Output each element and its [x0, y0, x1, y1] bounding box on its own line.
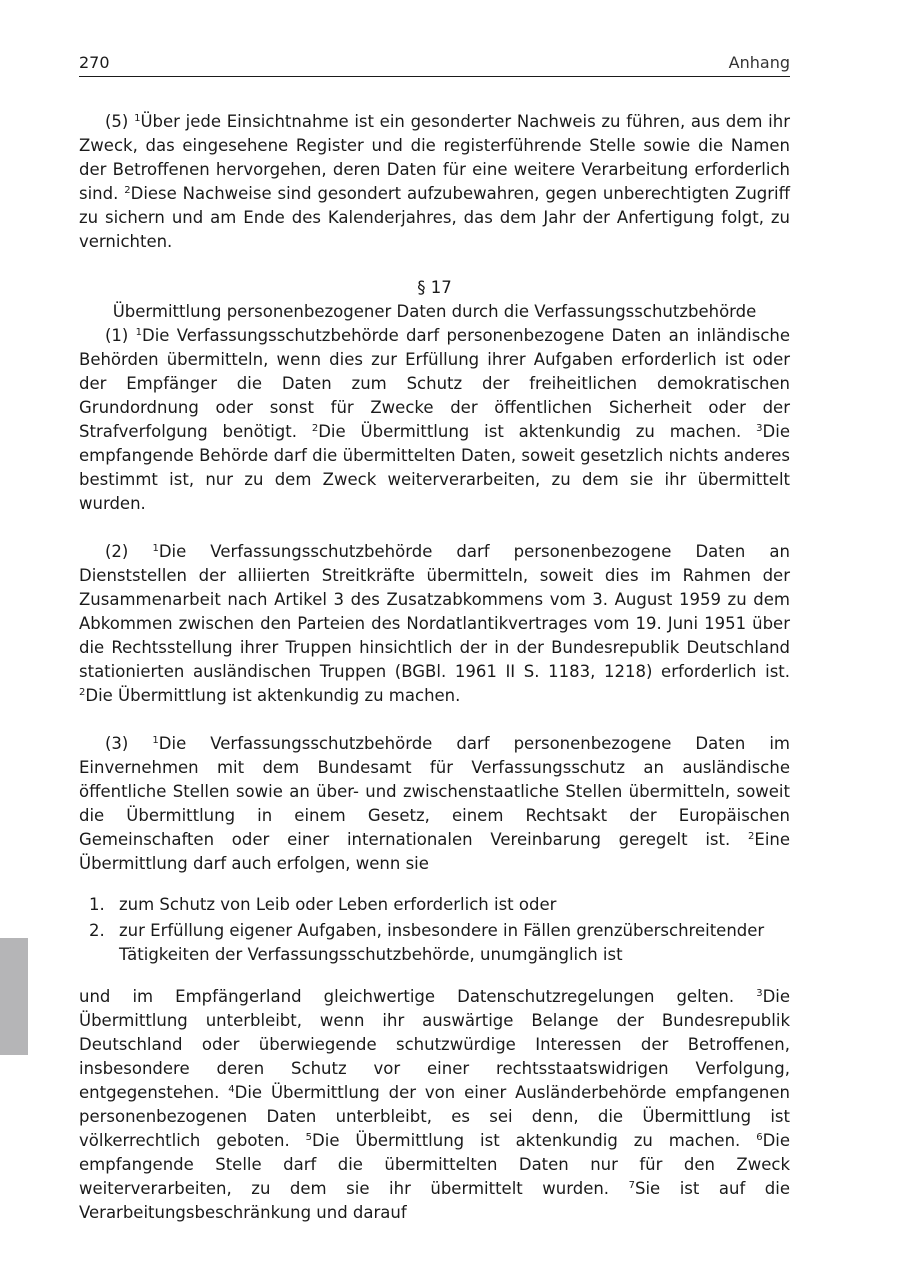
- numbered-list: [79, 893, 790, 967]
- sentence: Die Übermittlung ist aktenkundig zu machen.: [85, 686, 461, 705]
- sentence: Die Verfassungsschutzbehörde darf personenbezogene Daten an inländische Behörden übermitteln, wenn dies zur Erfüllung ihrer Aufgaben erforderlich ist oder der Empfänger die Daten zum Schutz der freiheitlichen demokratischen Grundordnung oder sonst für Zwecke der öffentlichen Sicherheit oder der Strafverfolgung benötigt.: [79, 326, 790, 441]
- sentence: Sie ist auf die Verarbeitungsbeschränkung und darauf: [79, 1179, 790, 1222]
- sentence: Die Übermittlung unterbleibt, wenn ihr auswärtige Belange der Bundesrepublik Deutschland oder überwiegende schutzwürdige Interessen der Betroffenen, insbesondere deren Schutz vor einer rechtsstaatswidrigen Verfolgung, entgegenstehen.: [79, 987, 791, 1102]
- sentence-number: 4: [228, 1084, 235, 1095]
- list-item-text: zur Erfüllung eigener Aufgaben, insbesondere in Fällen grenzüberschreitender Tätigkeiten der Verfassungsschutzbehörde, unumgänglich ist: [119, 921, 765, 964]
- sentence-number: 6: [756, 1132, 763, 1143]
- paragraph-2: [79, 540, 790, 708]
- sentence: Die Übermittlung ist aktenkundig zu machen.: [312, 1131, 741, 1150]
- paragraph-5: [79, 110, 790, 254]
- paragraph-3: [79, 732, 790, 876]
- sentence-number: 1: [152, 735, 159, 746]
- sentence: Die Übermittlung ist aktenkundig zu machen.: [318, 422, 742, 441]
- sentence: und im Empfängerland gleichwertige Datenschutzregelungen gelten.: [79, 987, 735, 1006]
- paragraph-3-continuation: [79, 985, 790, 1225]
- sentence-number: 5: [305, 1132, 313, 1143]
- sentence-number: 1: [135, 327, 143, 338]
- list-item-number: 1.: [89, 895, 105, 914]
- section-title: Übermittlung personenbezogener Daten durch die Verfassungsschutzbehörde: [112, 302, 757, 321]
- sentence: Die Verfassungsschutzbehörde darf personenbezogene Daten im Einvernehmen mit dem Bundesamt für Verfassungsschutz an ausländische öffentliche Stellen sowie an über- und zwischenstaatliche Stellen übermitteln, soweit die Übermittlung in einem Gesetz, einem Rechtsakt der Europäischen Gemeinschaften oder einer internationalen Vereinbarung geregelt ist.: [79, 734, 790, 849]
- list-item-number: 2.: [89, 921, 105, 940]
- sentence: Diese Nachweise sind gesondert aufzubewahren, gegen unberechtigten Zugriff zu sichern und am Ende des Kalenderjahres, das dem Jahr der Anfertigung folgt, zu vernichten.: [79, 184, 790, 251]
- running-section-title: Anhang: [728, 53, 790, 72]
- sentence-number: 2: [124, 185, 131, 196]
- para-label: (1): [105, 326, 129, 345]
- sentence-number: 1: [152, 543, 159, 554]
- section-number: § 17: [417, 278, 452, 297]
- sentence: Über jede Einsichtnahme ist ein gesonderter Nachweis zu führen, aus dem ihr Zweck, das eingesehene Register und die registerführende Stelle sowie die Namen der Betroffenen hervorgehen, deren Daten für eine weitere Verarbeitung erforderlich sind.: [79, 112, 791, 203]
- paragraph-1: [79, 324, 790, 516]
- page-body: [79, 110, 790, 1225]
- list-item: [79, 893, 790, 917]
- sentence: Die empfangende Stelle darf die übermittelten Daten nur für den Zweck weiterverarbeiten, zu dem sie ihr übermittelt wurden.: [79, 1131, 791, 1198]
- page-number: 270: [79, 53, 110, 72]
- sentence-number: 2: [748, 831, 755, 842]
- para-label: (3): [105, 734, 129, 753]
- list-item-text: zum Schutz von Leib oder Leben erforderlich ist oder: [119, 895, 557, 914]
- thumb-index-tab: [0, 938, 28, 1055]
- sentence: Die Verfassungsschutzbehörde darf personenbezogene Daten an Dienststellen der alliierten Streitkräfte übermitteln, soweit dies im Rahmen der Zusammenarbeit nach Artikel 3 des Zusatzabkommens vom 3. August 1959 zu dem Abkommen zwischen den Parteien des Nordatlantikvertrages vom 19. Juni 1951 über die Rechtsstellung ihrer Truppen hinsichtlich der in der Bundesrepublik Deutschland stationierten ausländischen Truppen (BGBl. 1961 II S. 1183, 1218) erforderlich ist.: [79, 542, 790, 681]
- sentence: Die Übermittlung der von einer Ausländerbehörde empfangenen personenbezogenen Daten unterbleibt, es sei denn, die Übermittlung ist völkerrechtlich geboten.: [79, 1083, 791, 1150]
- list-item: [79, 919, 790, 967]
- sentence-number: 1: [134, 113, 141, 124]
- sentence: Eine Übermittlung darf auch erfolgen, wenn sie: [79, 830, 791, 873]
- sentence-number: 3: [756, 423, 763, 434]
- sentence: Die empfangende Behörde darf die übermittelten Daten, soweit gesetzlich nichts anderes bestimmt ist, nur zu dem Zweck weiterverarbeiten, zu dem sie ihr übermittelt wurden.: [79, 422, 790, 513]
- sentence-number: 2: [311, 423, 319, 434]
- sentence-number: 7: [628, 1180, 635, 1191]
- para-label: (5): [105, 112, 129, 131]
- sentence-number: 3: [756, 988, 763, 999]
- para-label: (2): [105, 542, 129, 561]
- sentence-number: 2: [79, 687, 86, 698]
- running-header: [79, 52, 790, 77]
